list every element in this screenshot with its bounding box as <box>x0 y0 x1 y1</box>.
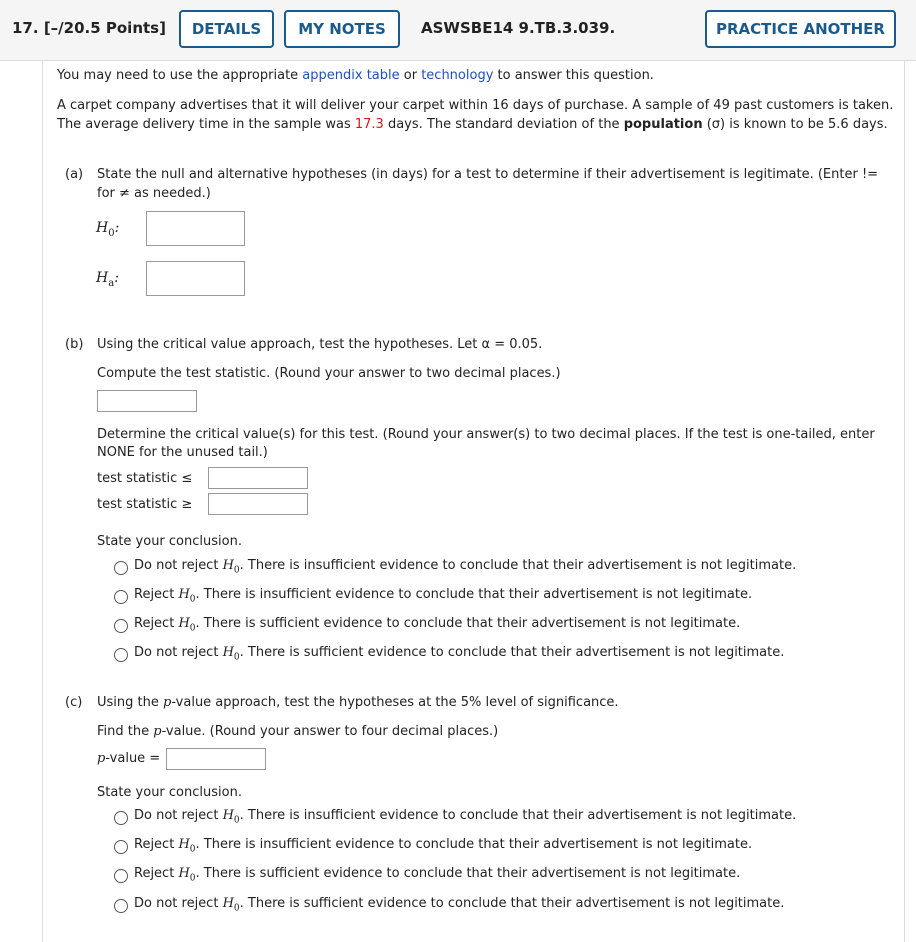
part-c-label: (c) <box>65 695 83 710</box>
part-c-option-2-radio[interactable] <box>114 840 128 854</box>
part-c-text: Using the p-value approach, test the hypotheses at the 5% level of significance. <box>97 695 619 710</box>
part-c-option-1[interactable]: Do not reject $H_0$. There is insufficient evidence to conclude that their advertisement is not legitimate. <box>134 808 797 826</box>
appendix-table-link[interactable]: appendix table <box>302 68 400 83</box>
part-b-option-4[interactable]: Do not reject $H_0$. There is sufficient evidence to conclude that their advertisement is not legitimate. <box>134 645 785 663</box>
test-statistic-input[interactable] <box>97 390 197 412</box>
part-b <box>65 335 895 355</box>
question-code: ASWSBE14 9.TB.3.039. <box>421 19 616 37</box>
my-notes-button[interactable]: MY NOTES <box>284 10 400 48</box>
ts-le-label: test statistic ≤ <box>97 471 193 486</box>
question-number: 17. [–/20.5 Points] <box>12 19 166 37</box>
critical-value-lower-input[interactable] <box>208 467 308 489</box>
intro-text: You may need to use the appropriate appendix table or technology to answer this question. <box>57 68 654 83</box>
part-c-option-3-radio[interactable] <box>114 869 128 883</box>
part-c-option-4-radio[interactable] <box>114 899 128 913</box>
ha-label: $H_a$: <box>96 270 119 289</box>
critical-value-upper-input[interactable] <box>208 493 308 515</box>
part-b-option-3[interactable]: Reject $H_0$. There is sufficient evidence to conclude that their advertisement is not legitimate. <box>134 616 741 634</box>
critical-value-instruction: Determine the critical value(s) for this test. (Round your answer(s) to two decimal places. If the test is one-tailed, enter NONE for the unused tail.) <box>97 427 875 460</box>
part-c-option-3[interactable]: Reject $H_0$. There is sufficient evidence to conclude that their advertisement is not legitimate. <box>134 866 741 884</box>
sample-mean-value: 17.3 <box>354 117 384 132</box>
points-label: [–/20.5 Points] <box>43 19 166 37</box>
part-c-option-1-radio[interactable] <box>114 811 128 825</box>
question-content <box>42 60 905 942</box>
part-a-label: (a) <box>65 167 84 182</box>
part-c <box>65 693 895 713</box>
part-b-option-2-radio[interactable] <box>114 590 128 604</box>
ha-input[interactable] <box>146 261 245 296</box>
part-c-option-2[interactable]: Reject $H_0$. There is insufficient evidence to conclude that their advertisement is not legitimate. <box>134 837 753 855</box>
details-button[interactable]: DETAILS <box>179 10 274 48</box>
ts-ge-label: test statistic ≥ <box>97 497 193 512</box>
pvalue-input[interactable] <box>166 748 266 770</box>
h0-label: $H_0$: <box>96 220 120 239</box>
part-c-option-4[interactable]: Do not reject $H_0$. There is sufficient evidence to conclude that their advertisement is not legitimate. <box>134 896 785 914</box>
part-b-option-3-radio[interactable] <box>114 619 128 633</box>
question-header <box>0 0 916 61</box>
technology-link[interactable]: technology <box>421 68 494 83</box>
part-b-label: (b) <box>65 337 84 352</box>
part-b-option-4-radio[interactable] <box>114 648 128 662</box>
pvalue-label: p-value = <box>97 751 161 766</box>
problem-statement: A carpet company advertises that it will deliver your carpet within 16 days of purchase. A sample of 49 past customers is taken. The average delivery time in the sample was 17.3 days. The standard deviation of the population (σ) is known to be 5.6 days. <box>57 98 894 132</box>
practice-another-button[interactable]: PRACTICE ANOTHER <box>705 10 896 48</box>
h0-input[interactable] <box>146 211 245 246</box>
part-b-text: Using the critical value approach, test the hypotheses. Let α = 0.05. <box>97 337 543 352</box>
part-c-conclusion-label: State your conclusion. <box>97 785 242 800</box>
part-b-option-1-radio[interactable] <box>114 561 128 575</box>
part-b-conclusion-label: State your conclusion. <box>97 534 242 549</box>
compute-instruction: Compute the test statistic. (Round your answer to two decimal places.) <box>97 366 561 381</box>
find-pvalue-instruction: Find the p-value. (Round your answer to four decimal places.) <box>97 724 499 739</box>
part-b-option-2[interactable]: Reject $H_0$. There is insufficient evidence to conclude that their advertisement is not legitimate. <box>134 587 753 605</box>
part-b-option-1[interactable]: Do not reject $H_0$. There is insufficient evidence to conclude that their advertisement is not legitimate. <box>134 558 797 576</box>
part-a-text: State the null and alternative hypotheses (in days) for a test to determine if their advertisement is legitimate. (Enter != for ≠ as needed.) <box>97 167 879 201</box>
